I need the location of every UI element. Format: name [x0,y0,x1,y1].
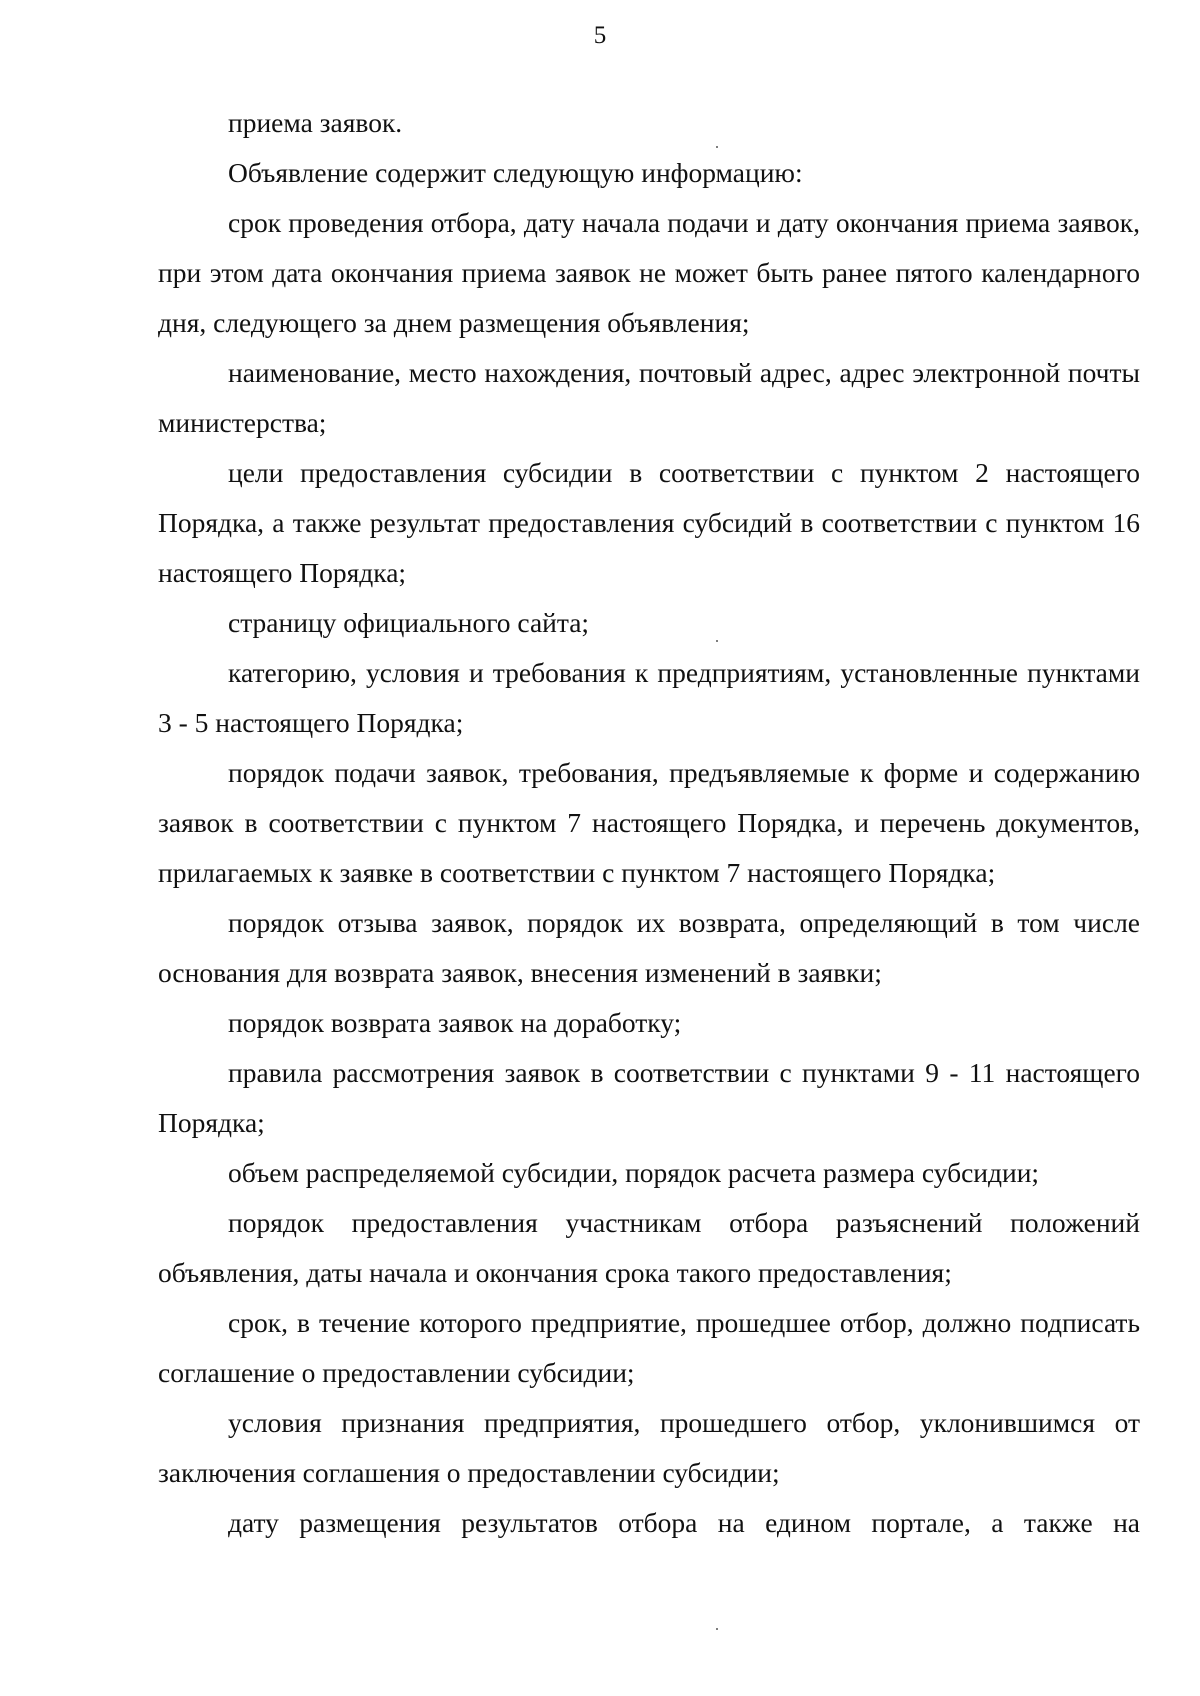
paragraph-application-withdrawal: порядок отзыва заявок, порядок их возврата, определяющий в том числе основания для возврата заявок, внесения изменений в заявки; [158,907,1140,988]
scan-speck [716,1628,718,1630]
paragraph-results-publication: дату размещения результатов отбора на едином портале, а также на [228,1507,1140,1538]
paragraph-subsidy-goals: цели предоставления субсидии в соответствии с пунктом 2 настоящего Порядка, а также результат предоставления субсидий в соответствии с пунктом 16 настоящего Порядка; [158,457,1140,588]
paragraph-selection-period: срок проведения отбора, дату начала подачи и дату окончания приема заявок, при этом дата окончания приема заявок не может быть ранее пятого календарного дня, следующего за днем размещения объявления; [158,207,1140,338]
paragraph-intro-end: приема заявок. [228,107,403,138]
paragraph-enterprise-requirements: категорию, условия и требования к предприятиям, установленные пунктами 3 - 5 настоящего Порядка; [158,657,1140,738]
paragraph-review-rules: правила рассмотрения заявок в соответствии с пунктами 9 - 11 настоящего Порядка; [158,1057,1140,1138]
paragraph-ministry-contacts: наименование, место нахождения, почтовый адрес, адрес электронной почты министерства; [158,357,1140,438]
paragraph-subsidy-volume: объем распределяемой субсидии, порядок расчета размера субсидии; [228,1157,1040,1188]
scan-speck [716,146,718,148]
paragraph-clarifications: порядок предоставления участникам отбора разъяснений положений объявления, даты начала и окончания срока такого предоставления; [158,1207,1140,1288]
scan-speck [716,640,718,642]
paragraph-agreement-deadline: срок, в течение которого предприятие, прошедшее отбор, должно подписать соглашение о предоставлении субсидии; [158,1307,1140,1388]
paragraph-application-revision: порядок возврата заявок на доработку; [228,1007,682,1038]
paragraph-website-page: страницу официального сайта; [228,607,590,638]
paragraph-application-procedure: порядок подачи заявок, требования, предъявляемые к форме и содержанию заявок в соответствии с пунктом 7 настоящего Порядка, и перечень документов, прилагаемых к заявке в соответствии с пунктом 7 настоящего Порядка; [158,757,1140,888]
document-body [158,98,1140,1548]
paragraph-announcement-heading: Объявление содержит следующую информацию: [228,157,803,188]
paragraph-evasion-conditions: условия признания предприятия, прошедшего отбор, уклонившимся от заключения соглашения о предоставлении субсидии; [158,1407,1140,1488]
page-number: 5 [593,22,607,49]
